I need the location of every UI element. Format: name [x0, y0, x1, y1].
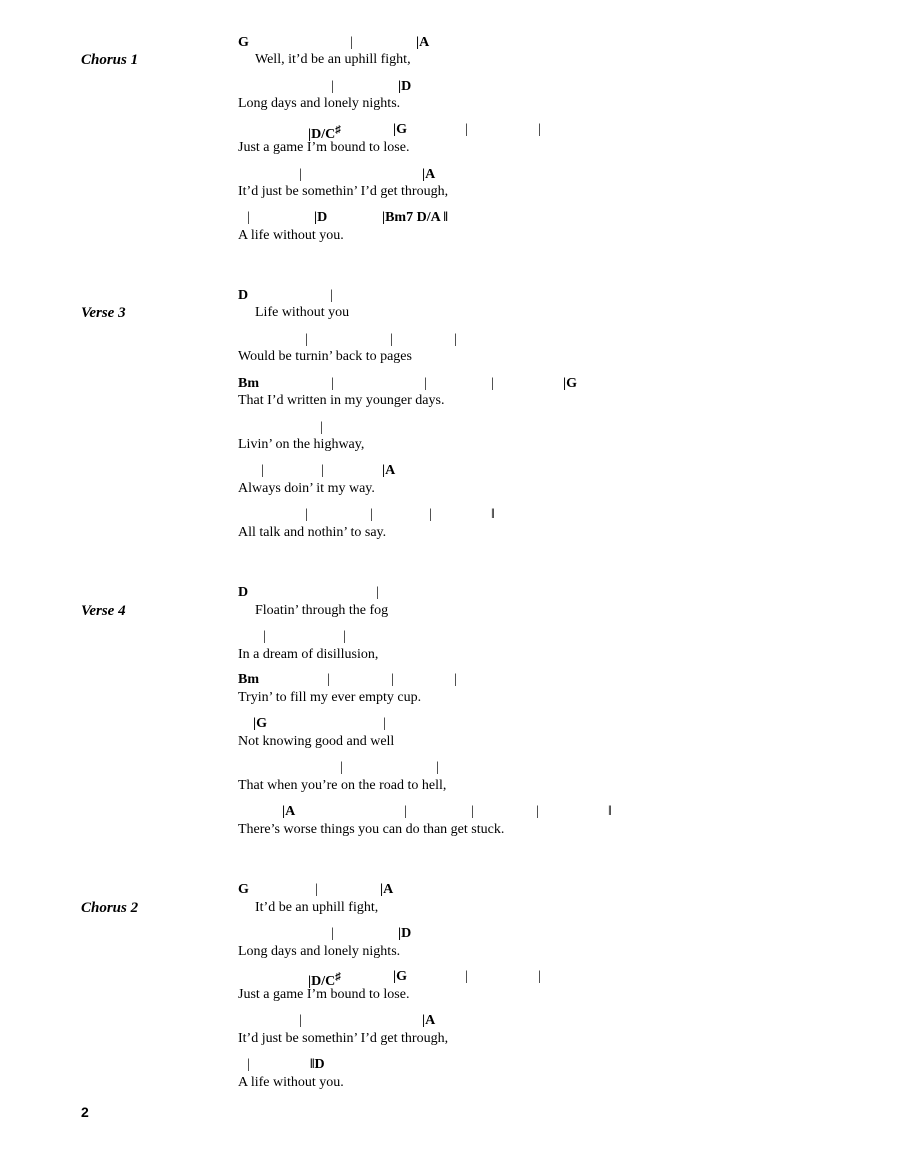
chord-row: [0, 462, 900, 480]
bar-line: |: [263, 629, 266, 644]
bar-line: |: [471, 804, 474, 819]
chord-symbol: |Bm7 D/A ‖: [382, 210, 448, 225]
bar-line: |: [305, 332, 308, 347]
bar-line: |: [247, 210, 250, 225]
bar-line: |: [340, 760, 343, 775]
bar-line: |: [320, 420, 323, 435]
lyric-line: All talk and nothin’ to say.: [238, 525, 387, 540]
chord-row: [0, 375, 900, 393]
chord-symbol: |D: [398, 79, 412, 94]
section-label-verse-4: Verse 4: [81, 603, 126, 619]
chord-symbol: |A: [382, 463, 396, 478]
bar-line: |: [327, 672, 330, 687]
lyric-line: Just a game I’m bound to lose.: [238, 140, 410, 155]
lyric-line: A life without you.: [238, 1075, 344, 1090]
bar-line: |: [376, 585, 379, 600]
lyric-line: Would be turnin’ back to pages: [238, 349, 412, 364]
chord-row: [0, 628, 900, 646]
bar-line: |: [391, 672, 394, 687]
double-bar-line: ‖: [491, 507, 495, 522]
lyric-line: In a dream of disillusion,: [238, 647, 379, 662]
chord-symbol: Bm: [238, 672, 259, 687]
lyric-line: It’d just be somethin’ I’d get through,: [238, 184, 449, 199]
bar-line: |: [315, 882, 318, 897]
chord-row: [0, 34, 900, 52]
bar-line: |: [299, 167, 302, 182]
sharp-sign: ♯: [335, 124, 341, 136]
chord-symbol: |D/C♯: [308, 971, 341, 989]
section-label-chorus-2: Chorus 2: [81, 900, 139, 916]
bar-line: |: [383, 716, 386, 731]
lyric-line: Not knowing good and well: [238, 734, 395, 749]
section-label-verse-3: Verse 3: [81, 305, 126, 321]
double-bar-line: ‖: [608, 804, 612, 819]
lyric-line: Long days and lonely nights.: [238, 944, 401, 959]
bar-line: |: [390, 332, 393, 347]
bar-line: |: [247, 1057, 250, 1072]
chord-symbol: |D: [398, 926, 412, 941]
chord-row: [0, 287, 900, 305]
bar-line: |: [321, 463, 324, 478]
bar-line: |: [343, 629, 346, 644]
bar-line: |: [454, 332, 457, 347]
chord-symbol: |G: [393, 969, 407, 984]
chord-symbol: G: [238, 882, 249, 897]
lyric-line: Always doin’ it my way.: [238, 481, 375, 496]
bar-line: |: [538, 969, 541, 984]
chord-row: [0, 968, 900, 989]
chord-symbol: D: [238, 288, 249, 303]
lyric-line: Long days and lonely nights.: [238, 96, 401, 111]
bar-line: |: [465, 969, 468, 984]
chord-symbol: |A: [422, 167, 436, 182]
chord-symbol: Bm: [238, 376, 259, 391]
chord-symbol: |G: [393, 122, 407, 137]
bar-line: |: [538, 122, 541, 137]
chord-row: [0, 1056, 900, 1074]
lyric-line: Well, it’d be an uphill fight,: [255, 52, 411, 67]
bar-line: |: [370, 507, 373, 522]
chord-symbol: ‖D: [310, 1057, 325, 1072]
bar-line: |: [261, 463, 264, 478]
bar-line: |: [429, 507, 432, 522]
bar-line: |: [424, 376, 427, 391]
lyric-line: Livin’ on the highway,: [238, 437, 365, 452]
lyric-line: Life without you: [255, 305, 350, 320]
bar-line: |: [331, 926, 334, 941]
chord-row: [0, 1012, 900, 1030]
chord-row: [0, 881, 900, 899]
bar-line: |: [436, 760, 439, 775]
chord-symbol: |D: [314, 210, 328, 225]
bar-line: |: [465, 122, 468, 137]
bar-line: |: [330, 288, 333, 303]
section-label-chorus-1: Chorus 1: [81, 52, 139, 68]
bar-line: |: [331, 79, 334, 94]
chord-symbol: D: [238, 585, 249, 600]
chord-symbol: |A: [422, 1013, 436, 1028]
sharp-sign: ♯: [335, 971, 341, 983]
chord-row: [0, 584, 900, 602]
bar-line: |: [454, 672, 457, 687]
bar-line: |: [404, 804, 407, 819]
bar-line: |: [305, 507, 308, 522]
page-number: 2: [81, 1104, 89, 1120]
lyric-line: Tryin’ to fill my ever empty cup.: [238, 690, 422, 705]
chord-symbol: |G: [563, 376, 577, 391]
chord-row: [0, 715, 900, 733]
chord-symbol: |G: [253, 716, 267, 731]
chord-symbol: G: [238, 35, 249, 50]
bar-line: |: [536, 804, 539, 819]
chord-row: [0, 331, 900, 349]
chord-row: [0, 166, 900, 184]
lyric-line: It’d just be somethin’ I’d get through,: [238, 1031, 449, 1046]
chord-row: [0, 925, 900, 943]
chord-row: [0, 78, 900, 96]
chord-row: [0, 506, 900, 524]
chord-row: [0, 759, 900, 777]
chord-row: [0, 419, 900, 437]
lyric-line: A life without you.: [238, 228, 344, 243]
lyric-line: There’s worse things you can do than get stuck.: [238, 822, 505, 837]
lyric-line: That I’d written in my younger days.: [238, 393, 445, 408]
lyric-line: That when you’re on the road to hell,: [238, 778, 447, 793]
chord-row: [0, 803, 900, 821]
chord-row: [0, 671, 900, 689]
bar-line: |: [491, 376, 494, 391]
bar-line: |: [299, 1013, 302, 1028]
chord-symbol: |A: [380, 882, 394, 897]
lyric-line: Just a game I’m bound to lose.: [238, 987, 410, 1002]
chord-row: [0, 121, 900, 142]
chord-symbol: |A: [416, 35, 430, 50]
lyric-line: Floatin’ through the fog: [255, 603, 389, 618]
bar-line: |: [350, 35, 353, 50]
chord-symbol: |D/C♯: [308, 124, 341, 142]
lyric-line: It’d be an uphill fight,: [255, 900, 379, 915]
bar-line: |: [331, 376, 334, 391]
chord-row: [0, 209, 900, 227]
chord-symbol: |A: [282, 804, 296, 819]
